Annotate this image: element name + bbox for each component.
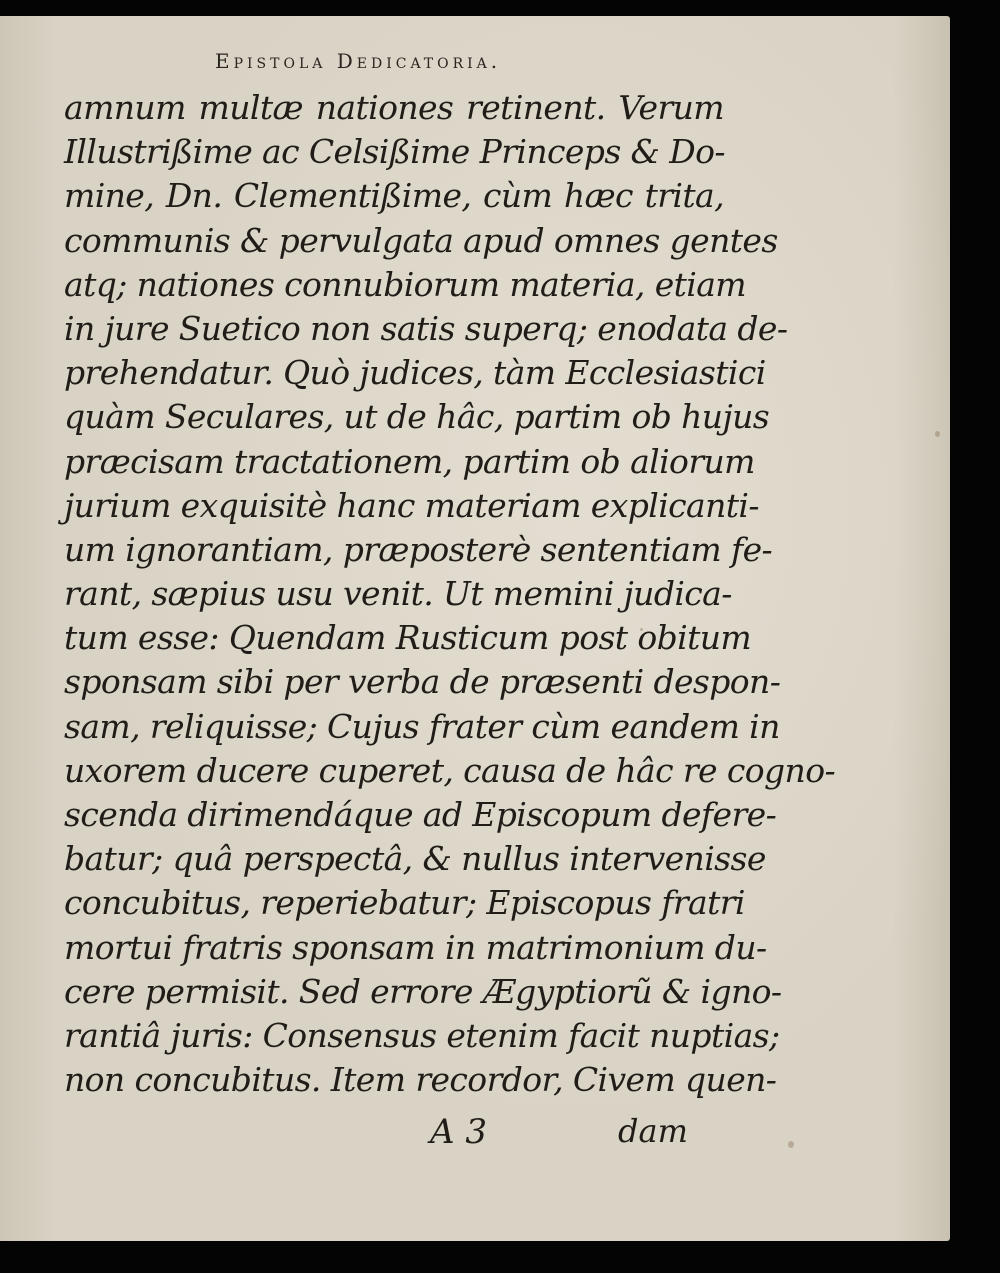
text-line: præcisam tractationem, partim ob aliorum [64,441,755,481]
book-page [0,16,950,1241]
text-line: mine, Dn. Clementißime, cùm hæc trita, [64,176,724,216]
text-line: jurium exquisitè hanc materiam explicanti- [64,485,759,525]
text-line: Illustrißime ac Celsißime Princeps & Do- [64,132,725,172]
body-text [64,86,836,1102]
catchword: dam [618,1112,688,1150]
text-line: in jure Suetico non satis superq; enodata de- [64,308,788,348]
paper-stain [788,1141,794,1148]
text-line: sponsam sibi per verba de præsenti despon- [64,662,781,702]
text-line: amnum multæ nationes retinent. Verum [64,88,724,127]
text-line: sam, reliquisse; Cujus frater cùm eandem in [64,706,780,746]
text-line: non concubitus. Item recordor, Civem quen- [64,1060,777,1100]
text-line: rant, sæpius usu venit. Ut memini judica- [64,574,732,614]
text-line: um ignorantiam, præposterè sententiam fe- [64,529,773,569]
text-line: concubitus, reperiebatur; Episcopus fratri [64,883,745,923]
text-line: communis & pervulgata apud omnes gentes [64,220,778,260]
text-line: cere permisit. Sed errore Ægyptiorũ & igno- [64,971,782,1011]
text-line: scenda dirimendáque ad Episcopum defere- [64,795,777,834]
text-line: mortui fratris sponsam in matrimonium du- [64,927,767,967]
text-line: quàm Seculares, ut de hâc, partim ob hujus [64,397,770,437]
signature-mark: A 3 [430,1112,487,1152]
text-line: batur; quâ perspectâ, & nullus intervenisse [64,839,766,879]
text-line: uxorem ducere cuperet, causa de hâc re cogno- [64,750,836,790]
paper-stain [640,628,643,631]
text-line: tum esse: Quendam Rusticum post obitum [64,618,752,658]
text-line: atq; nationes connubiorum materia, etiam [64,264,747,304]
text-line: prehendatur. Quò judices, tàm Ecclesiastici [64,353,766,393]
text-line: rantiâ juris: Consensus etenim facit nuptias; [64,1015,780,1055]
paper-stain [935,431,940,437]
running-head: Epistola Dedicatoria. [215,49,502,73]
